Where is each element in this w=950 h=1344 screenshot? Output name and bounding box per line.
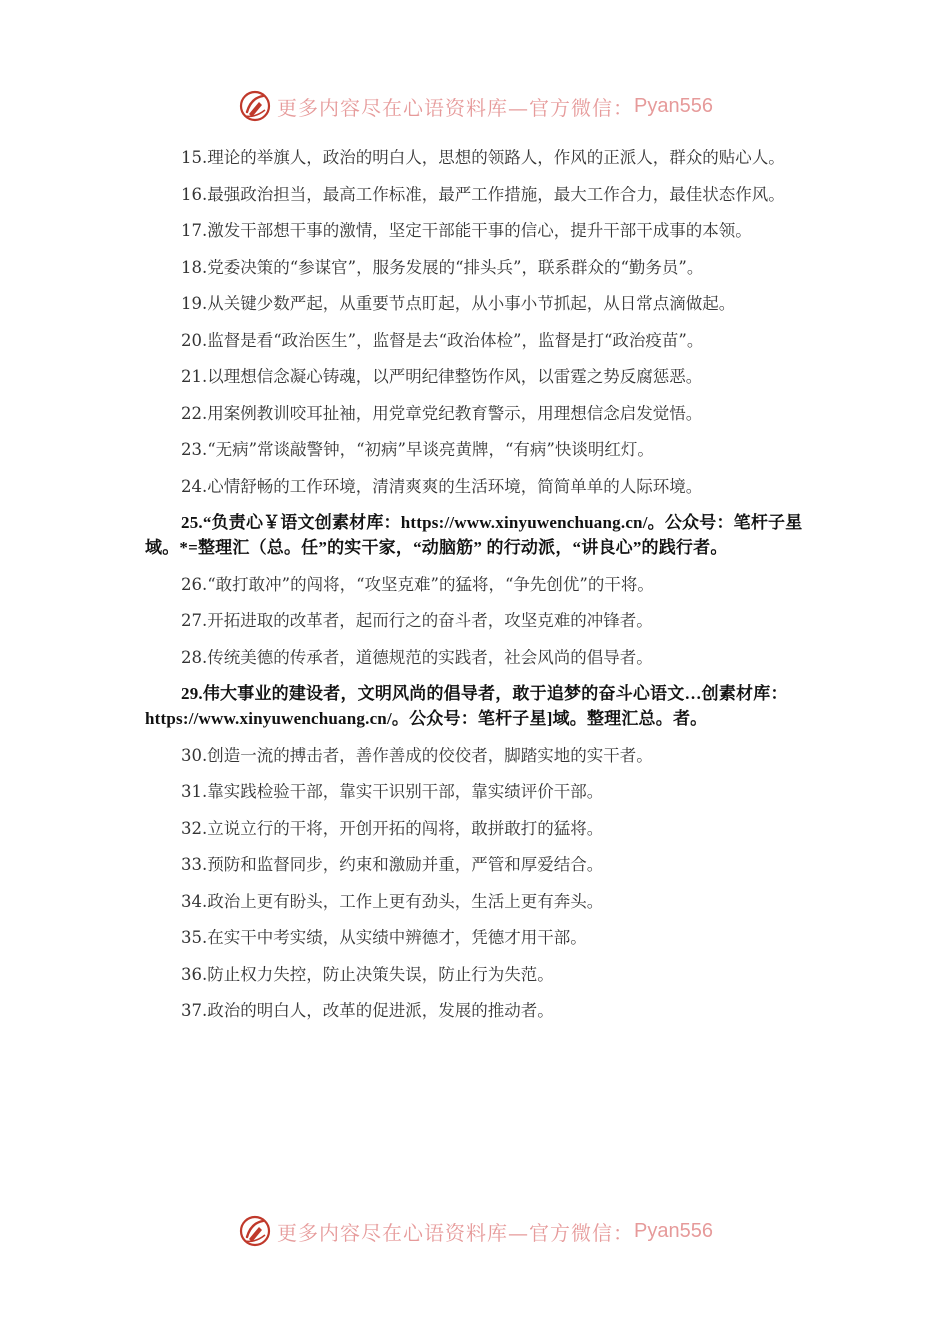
list-item: 26.“敢打敢冲”的闯将，“攻坚克难”的猛将，“争先创优”的干将。 [181, 574, 654, 594]
list-item: 37.政治的明白人，改革的促进派，发展的推动者。 [181, 1001, 554, 1020]
list-item: 24.心情舒畅的工作环境，清清爽爽的生活环境，简简单单的人际环境。 [181, 476, 703, 496]
banner-text: 更多内容尽在心语资料库—官方微信： [277, 95, 635, 120]
list-item: 15.理论的举旗人，政治的明白人，思想的领路人，作风的正派人，群众的贴心人。 [181, 148, 785, 167]
list-item: 36.防止权力失控，防止决策失误，防止行为失范。 [181, 964, 554, 984]
list-item: 33.预防和监督同步，约束和激励并重，严管和厚爱结合。 [181, 855, 604, 874]
list-item: 17.激发干部想干事的激情，坚定干部能干事的信心，提升干部干成事的本领。 [181, 221, 752, 240]
list-item: 30.创造一流的搏击者，善作善成的佼佼者，脚踏实地的实干者。 [181, 745, 653, 765]
banner-text: 更多内容尽在心语资料库—官方微信： [277, 1220, 635, 1245]
list-item: 21.以理想信念凝心铸魂，以严明纪律整饬作风，以雷霆之势反腐惩恶。 [181, 367, 703, 386]
pen-logo-icon [237, 1213, 273, 1249]
document-body [145, 145, 813, 1035]
list-item: 22.用案例教训咬耳扯袖，用党章党纪教育警示，用理想信念启发觉悟。 [181, 403, 703, 423]
list-item: 32.立说立行的干将，开创开拓的闯将，敢拼敢打的猛将。 [181, 818, 604, 838]
list-item: 27.开拓进取的改革者，起而行之的奋斗者，攻坚克难的冲锋者。 [181, 611, 653, 630]
list-item: 20.监督是看“政治医生”，监督是去“政治体检”，监督是打“政治疫苗”。 [181, 330, 704, 350]
list-item: 19.从关键少数严起，从重要节点盯起，从小事小节抓起，从日常点滴做起。 [181, 294, 736, 313]
list-item: 16.最强政治担当，最高工作标准，最严工作措施，最大工作合力，最佳状态作风。 [181, 184, 785, 204]
list-item: 18.党委决策的“参谋官”，服务发展的“排头兵”，联系群众的“勤务员”。 [181, 257, 704, 277]
list-item: 28.传统美德的传承者，道德规范的实践者，社会风尚的倡导者。 [181, 647, 653, 667]
header-banner [0, 86, 950, 126]
footer-banner [0, 1211, 950, 1251]
list-item: 25.“负责心￥语文创素材库：https://www.xinyuwenchuang.cn/。公众号：笔杆子星域。*=整理汇（总。任”的实干家，“动脑筋” 的行动派，“讲良心”的践行者。 [145, 513, 803, 557]
banner-account: Pyan556 [634, 94, 713, 117]
banner-account: Pyan556 [634, 1219, 713, 1242]
list-item: 34.政治上更有盼头，工作上更有劲头，生活上更有奔头。 [181, 891, 604, 911]
list-item: 23.“无病”常谈敲警钟，“初病”早谈亮黄牌，“有病”快谈明红灯。 [181, 440, 654, 459]
list-item: 35.在实干中考实绩，从实绩中辨德才，凭德才用干部。 [181, 928, 587, 947]
list-item: 29.伟大事业的建设者，文明风尚的倡导者，敢于追梦的奋斗心语文…创素材库：https://www.xinyuwenchuang.cn/。公众号：笔杆子星]域。整理汇总。者。 [145, 684, 788, 728]
list-item: 31.靠实践检验干部，靠实干识别干部，靠实绩评价干部。 [181, 782, 604, 801]
pen-logo-icon [237, 88, 273, 124]
